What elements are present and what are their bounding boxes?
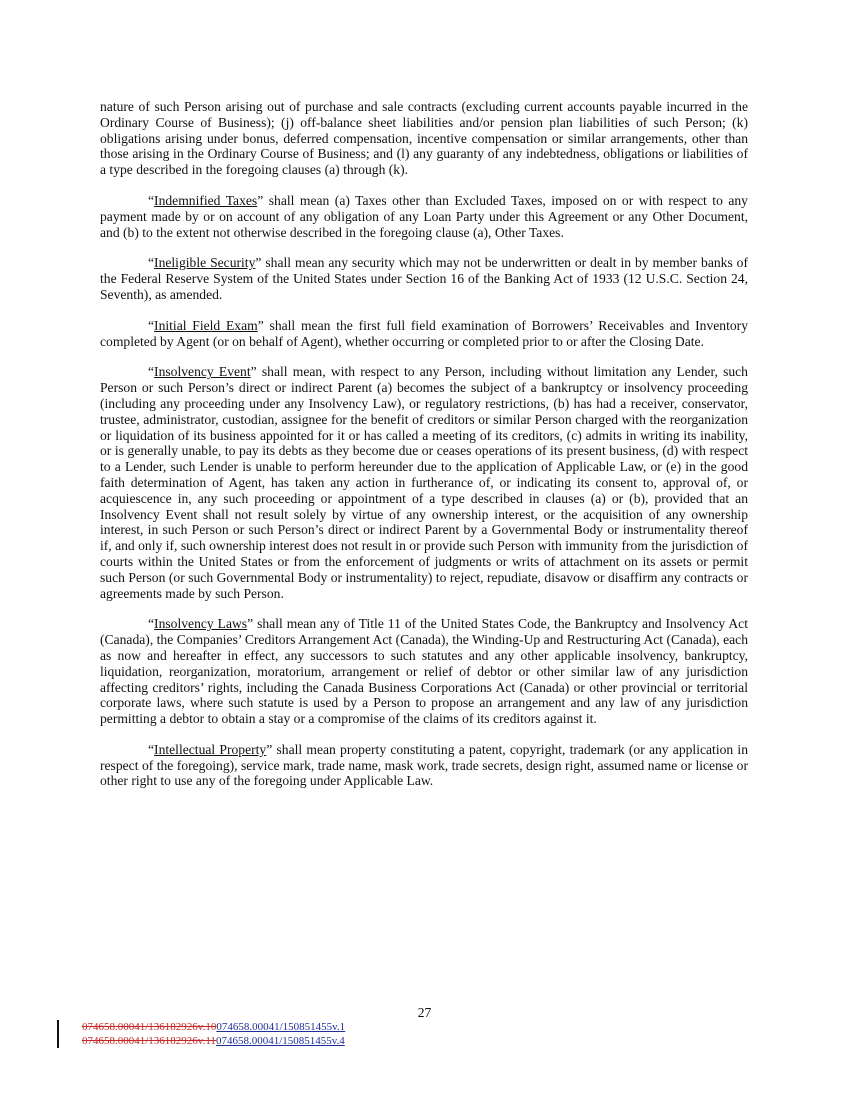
definition-text: shall mean, with respect to any Person, including without limitation any Lender, such Person or such Person’s direct or indirect Parent (a) becomes the subject of a bankruptcy or insolvency proceeding (including any proceeding under any Insolvency Law), or regulatory restrictions, (b) has had a receiver, conservator, trustee, administrator, custodian, assignee for the benefit of creditors or similar Person charged with the reorganization or liquidation of its business appointed for it or has called a meeting of its creditors, (c) admits in writing its inability, or is generally unable, to pay its debts as they become due or ceases operations of its present business, (d) with respect to a Lender, such Lender is unable to perform hereunder due to the application of Applicable Law, or (e) in the good faith determination of Agent, has taken any action in furtherance of, or indicating its consent to, approval of, or acquiescence in, any such proceeding or appointment of a type described in clauses (a) or (b), provided that an Insolvency Event shall not result solely by virtue of any ownership interest, or the acquisition of any ownership interest, in such Person or such Person’s direct or indirect Parent by a Governmental Body or instrumentality thereof if, and only if, such ownership interest does not result in or provide such Person with immunity from the jurisdiction of courts within the United States or from the enforcement of judgments or writs of attachment on its assets or permit such Person (or such Governmental Body or instrumentality) to reject, repudiate, disavow or disaffirm any contracts or agreements made by such Person. [100, 364, 748, 601]
inserted-doc-id: 074658.00041/150851455v.1 [216, 1021, 346, 1033]
page-number: 27 [417, 1005, 432, 1020]
defined-term: Initial Field Exam [154, 317, 258, 333]
inserted-doc-id: 074658.00041/150851455v.4 [215, 1035, 345, 1047]
footer-line-1 [82, 1020, 345, 1034]
definition-intellectual-property: “Intellectual Property” shall mean property constituting a patent, copyright, trademark (or any application in respect of the foregoing), service mark, trade name, mask work, trade secrets, design right, assumed name or license or other right to use any of the foregoing under Applicable Law. [100, 741, 749, 789]
definition-text: shall mean (a) Taxes other than Excluded Taxes, imposed on or with respect to any payment made by or on account of any obligation of any Loan Party under this Agreement or any Other Document, and (b) to the extent not otherwise described in the foregoing clause (a), Other Taxes. [100, 192, 748, 240]
definition-indemnified-taxes: “Indemnified Taxes” shall mean (a) Taxes other than Excluded Taxes, imposed on or with respect to any payment made by or on account of any obligation of any Loan Party under this Agreement or any Other Document, and (b) to the extent not otherwise described in the foregoing clause (a), Other Taxes. [100, 192, 748, 240]
definition-text: shall mean property constituting a patent, copyright, trademark (or any application in respect of the foregoing), service mark, trade name, mask work, trade secrets, design right, assumed name or license or other right to use any of the foregoing under Applicable Law. [100, 741, 749, 789]
definition-ineligible-security: “Ineligible Security” shall mean any security which may not be underwritten or dealt in by member banks of the Federal Reserve System of the United States under Section 16 of the Banking Act of 1933 (12 U.S.C. Section 24, Seventh), as amended. [100, 255, 748, 302]
defined-term: Insolvency Laws [154, 616, 248, 632]
definition-text: shall mean any of Title 11 of the United States Code, the Bankruptcy and Insolvency Act (Canada), the Companies’ Creditors Arrangement Act (Canada), the Winding-Up and Restructuring Act (Canada), each as now and hereafter in effect, any successors to such statutes and any other applicable insolvency, bankruptcy, liquidation, reorganization, moratorium, arrangement or relief of debtor or other similar law of any jurisdiction affecting creditors’ rights, including the Canada Business Corporations Act (Canada) or other provincial or territorial corporate laws, where such statute is used by a Person to propose an arrangement and any law of any jurisdiction permitting a debtor to obtain a stay or a compromise of the claims of its creditors against it. [100, 616, 748, 727]
deleted-doc-id: 074658.00041/136182926v.11 [82, 1035, 216, 1047]
defined-term: Intellectual Property [154, 741, 267, 757]
defined-term: Indemnified Taxes [154, 192, 258, 208]
footer-line-2 [82, 1034, 345, 1048]
defined-term: Ineligible Security [154, 255, 256, 271]
defined-term: Insolvency Event [154, 364, 251, 380]
document-footer [82, 1020, 345, 1048]
definition-insolvency-laws: “Insolvency Laws” shall mean any of Title 11 of the United States Code, the Bankruptcy and Insolvency Act (Canada), the Companies’ Creditors Arrangement Act (Canada), the Winding-Up and Restructuring Act (Canada), each as now and hereafter in effect, any successors to such statutes and any other applicable insolvency, bankruptcy, liquidation, reorganization, moratorium, arrangement or relief of debtor or other similar law of any jurisdiction affecting creditors’ rights, including the Canada Business Corporations Act (Canada) or other provincial or territorial corporate laws, where such statute is used by a Person to propose an arrangement and any law of any jurisdiction permitting a debtor to obtain a stay or a compromise of the claims of its creditors against it. [100, 616, 748, 727]
paragraph-continuation [100, 99, 748, 178]
paragraph-text: nature of such Person arising out of purchase and sale contracts (excluding current accounts payable incurred in the Ordinary Course of Business); (j) off-balance sheet liabilities and/or pension plan liabilities of such Person; (k) obligations arising under bonus, deferred compensation, incentive compensation or similar arrangements, other than those arising in the Ordinary Course of Business; and (l) any guaranty of any indebtedness, obligations or liabilities of a type described in the foregoing clauses (a) through (k). [100, 99, 748, 178]
definition-text: shall mean the first full field examination of Borrowers’ Receivables and Inventory completed by Agent (or on behalf of Agent), whether occurring or completed prior to or after the Closing Date. [100, 317, 749, 349]
deleted-doc-id: 074658.00041/136182926v.10 [82, 1021, 217, 1033]
revision-bar [57, 1020, 59, 1048]
definition-initial-field-exam: “Initial Field Exam” shall mean the first full field examination of Borrowers’ Receivables and Inventory completed by Agent (or on behalf of Agent), whether occurring or completed prior to or after the Closing Date. [100, 317, 749, 349]
definition-insolvency-event: “Insolvency Event” shall mean, with respect to any Person, including without limitation any Lender, such Person or such Person’s direct or indirect Parent (a) becomes the subject of a bankruptcy or insolvency proceeding (including any proceeding under any Insolvency Law), or regulatory restrictions, (b) has had a receiver, conservator, trustee, administrator, custodian, assignee for the benefit of creditors or similar Person charged with the reorganization or liquidation of its business appointed for it or has called a meeting of its creditors, (c) admits in writing its inability, or is generally unable, to pay its debts as they become due or ceases operations of its present business, (d) with respect to a Lender, such Lender is unable to perform hereunder due to the application of Applicable Law, or (e) in the good faith determination of Agent, has taken any action in furtherance of, or indicating its consent to, approval of, or acquiescence in, any such proceeding or appointment of a type described in clauses (a) or (b), provided that an Insolvency Event shall not result solely by virtue of any ownership interest, or the acquisition of any ownership interest, in such Person or such Person’s direct or indirect Parent by a Governmental Body or instrumentality thereof if, and only if, such ownership interest does not result in or provide such Person with immunity from the jurisdiction of courts within the United States or from the enforcement of judgments or writs of attachment on its assets or permit such Person (or such Governmental Body or instrumentality) to reject, repudiate, disavow or disaffirm any contracts or agreements made by such Person. [100, 364, 748, 601]
document-page [100, 99, 748, 804]
definition-text: shall mean any security which may not be underwritten or dealt in by member banks of the Federal Reserve System of the United States under Section 16 of the Banking Act of 1933 (12 U.S.C. Section 24, Seventh), as amended. [100, 255, 748, 302]
